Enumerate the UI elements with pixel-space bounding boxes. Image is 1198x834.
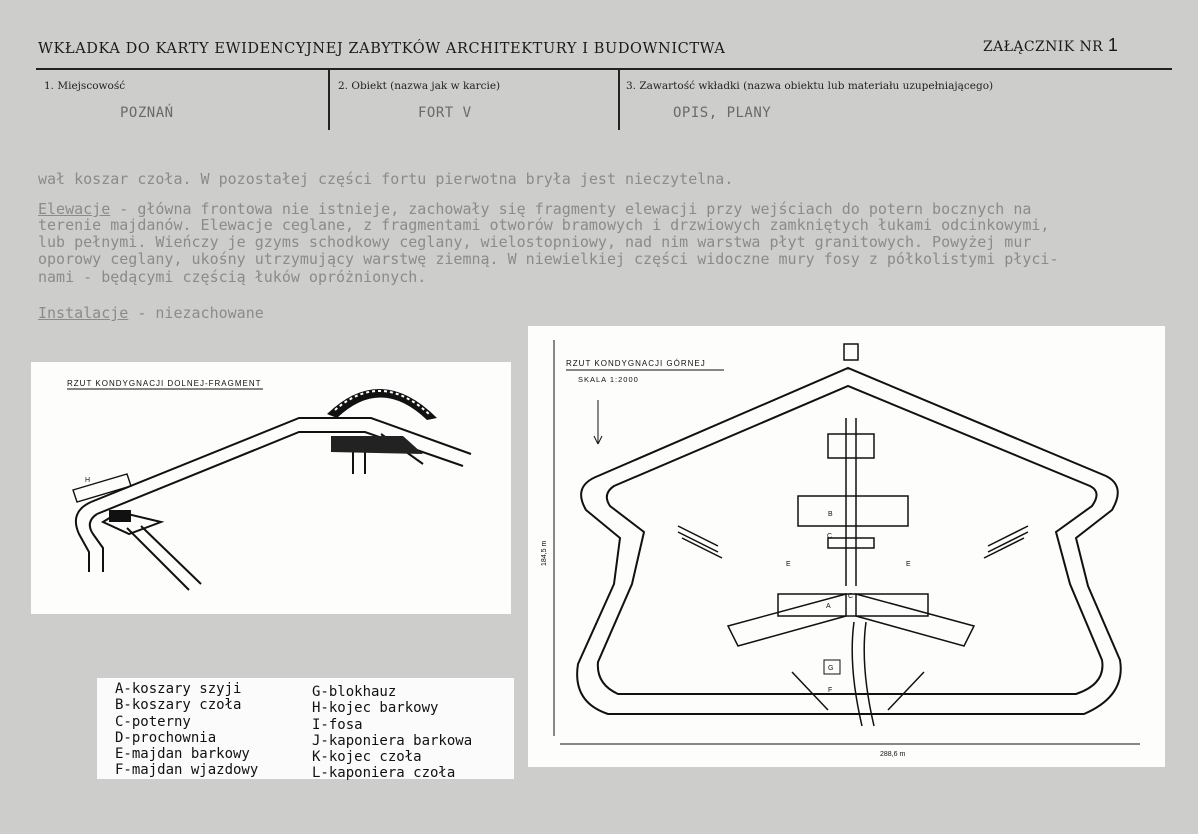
card-title: WKŁADKA DO KARTY EWIDENCYJNEJ ZABYTKÓW ARCHITEKTURY I BUDOWNICTWA [38, 41, 726, 57]
legend-item: D-prochownia [115, 729, 217, 746]
label-c: C [827, 533, 833, 540]
upper-plan-title: RZUT KONDYGNACJI GÓRNEJ [566, 359, 706, 368]
plan-scale: SKALA 1:2000 [578, 375, 639, 384]
blockhouse-symbol [844, 344, 858, 360]
front-cofferdam [327, 389, 437, 420]
lower-floor-plan-drawing [31, 362, 511, 614]
annex-label-text: ZAŁĄCZNIK NR [983, 39, 1104, 55]
upper-floor-plan [528, 326, 1165, 767]
body-line: terenie majdanów. Elewacje ceglane, z fragmentami otworów bramowych i drzwiowych zamkniętych łukami odcinkowymi, [38, 216, 1050, 234]
legend-item: A-koszary szyji [115, 681, 242, 697]
legend-item: L-kaponiera czoła [312, 765, 456, 782]
fortification-walls [76, 418, 471, 590]
label-f: F [828, 687, 833, 694]
label-e-left: E [786, 561, 791, 568]
field-label-contents: 3. Zawartość wkładki (nazwa obiektu lub materiału uzupełniającego) [626, 80, 994, 92]
lower-plan-title: RZUT KONDYGNACJI DOLNEJ-FRAGMENT [67, 379, 262, 388]
barrack-block [109, 510, 131, 522]
label-e-right: E [906, 561, 911, 568]
legend-column-right [312, 684, 472, 782]
label-h: H [85, 477, 91, 484]
legend-item: F-majdan wjazdowy [115, 762, 259, 779]
legend-item: J-kaponiera barkowa [312, 732, 473, 749]
body-line: wał koszar czoła. W pozostałej części fortu pierwotna bryła jest nieczytelna. [38, 170, 734, 188]
height-dimension: 184,5 m [541, 540, 548, 566]
body-line [38, 304, 264, 322]
label-b: B [828, 511, 833, 518]
body-line: lub pełnymi. Wieńczy je gzyms schodkowy ceglany, wielostopniowy, nad nim warstwa płyt granitowych. Powyżej mur [38, 233, 1032, 251]
body-line: oporowy ceglany, ukośny utrzymujący warstwę ziemną. W niewielkiej części widoczne mury fosy z półkolistymi płyci- [38, 250, 1059, 268]
field-label-object: 2. Obiekt (nazwa jak w karcie) [338, 80, 501, 92]
lower-floor-plan [31, 362, 511, 614]
upper-floor-plan-drawing [528, 326, 1165, 767]
field-divider [618, 70, 620, 130]
body-line: nami - będącymi częścią łuków opróżnionych. [38, 268, 427, 286]
inner-rampart [598, 386, 1103, 694]
legend-item: B-koszary czoła [115, 697, 242, 714]
label-c-lower: C [848, 593, 854, 600]
elevation-heading: Elewacje [38, 200, 111, 218]
legend-column-left [115, 681, 258, 779]
interior-structures [678, 418, 1028, 726]
field-value-contents: OPIS, PLANY [673, 105, 772, 121]
plan-legend [97, 678, 514, 782]
installations-heading: Instalacje [38, 304, 129, 322]
legend-item: I-fosa [312, 716, 363, 733]
width-dimension: 288,6 m [880, 751, 906, 758]
field-value-locality: POZNAŃ [120, 105, 174, 121]
legend-item: G-blokhauz [312, 684, 397, 700]
outer-moat [577, 368, 1121, 714]
label-g: G [828, 665, 834, 672]
field-divider [328, 70, 330, 130]
field-label-locality: 1. Miejscowość [44, 80, 126, 92]
label-a: A [826, 603, 831, 610]
label-k: K [353, 397, 358, 404]
annex-number: 1 [1107, 35, 1119, 55]
installations-text: - niezachowane [128, 304, 264, 322]
field-value-object: FORT V [418, 105, 472, 121]
annex-label [983, 35, 1118, 56]
legend-item: K-kojec czoła [312, 749, 422, 766]
north-arrow [594, 400, 602, 444]
casemate-block [331, 436, 423, 454]
legend-item: H-kojec barkowy [312, 700, 439, 717]
header-rule [36, 68, 1172, 70]
elevation-text: - główna frontowa nie istnieje, zachowały się fragmenty elewacji przy wejściach do potern bocznych na [110, 200, 1032, 218]
legend-item: C-poterny [115, 713, 191, 730]
legend-item: E-majdan barkowy [115, 746, 250, 763]
